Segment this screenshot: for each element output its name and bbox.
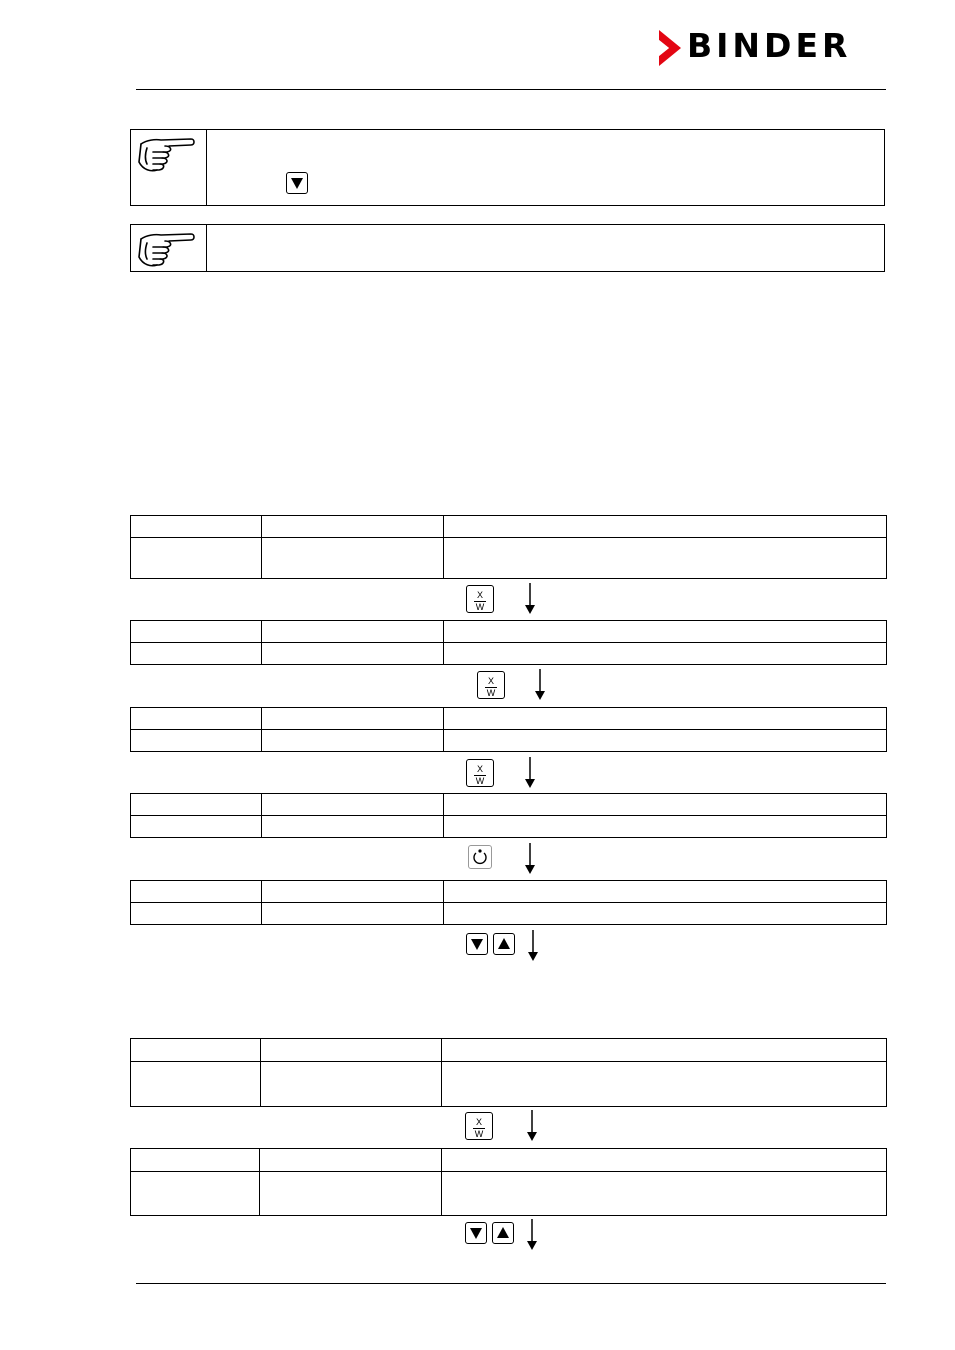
- xw-key-icon[interactable]: [466, 585, 494, 613]
- settings-table-6: [130, 1038, 887, 1107]
- pointing-hand-icon: [135, 229, 197, 271]
- table-row: [131, 516, 887, 538]
- flow-arrow-down-icon: [526, 1110, 538, 1142]
- note-text-1: [207, 130, 884, 205]
- xw-key-icon[interactable]: [466, 759, 494, 787]
- xw-key-w: W: [475, 602, 485, 612]
- flow-arrow-down-icon: [527, 930, 539, 962]
- note-text-2: [207, 225, 884, 271]
- reset-key-icon[interactable]: [468, 845, 492, 869]
- table-row: [131, 730, 887, 752]
- flow-arrow-down-icon: [524, 583, 536, 615]
- xw-key-x: X: [475, 1117, 482, 1127]
- flow-arrow-down-icon: [534, 669, 546, 701]
- xw-key-w: W: [474, 1129, 484, 1139]
- logo-mark-icon: [657, 30, 683, 66]
- xw-key-w: W: [486, 688, 496, 698]
- settings-table-1: [130, 515, 887, 579]
- up-arrow-key-icon[interactable]: [493, 933, 515, 955]
- table-row: [131, 643, 887, 665]
- brand-name: BINDER: [687, 26, 852, 65]
- settings-table-5: [130, 880, 887, 925]
- xw-key-icon[interactable]: [465, 1112, 493, 1140]
- brand-logo: [657, 26, 889, 66]
- xw-key-x: X: [487, 676, 494, 686]
- table-row: [131, 621, 887, 643]
- down-arrow-key-icon[interactable]: [465, 1222, 487, 1244]
- table-row: [131, 1062, 887, 1107]
- table-row: [131, 1172, 887, 1216]
- table-row: [131, 903, 887, 925]
- settings-table-3: [130, 707, 887, 752]
- xw-key-icon[interactable]: [477, 671, 505, 699]
- xw-key-x: X: [476, 764, 483, 774]
- note-box-1: [130, 129, 885, 206]
- down-arrow-key-icon[interactable]: [466, 933, 488, 955]
- settings-table-4: [130, 793, 887, 838]
- note-icon-cell: [131, 130, 207, 205]
- table-row: [131, 708, 887, 730]
- header-rule: [136, 89, 886, 90]
- flow-arrow-down-icon: [524, 757, 536, 789]
- table-row: [131, 881, 887, 903]
- table-row: [131, 794, 887, 816]
- note-icon-cell: [131, 225, 207, 271]
- table-row: [131, 816, 887, 838]
- settings-table-2: [130, 620, 887, 665]
- pointing-hand-icon: [135, 134, 197, 176]
- note-box-2: [130, 224, 885, 272]
- up-arrow-key-icon[interactable]: [492, 1222, 514, 1244]
- table-row: [131, 538, 887, 579]
- xw-key-x: X: [476, 590, 483, 600]
- table-row: [131, 1039, 887, 1062]
- settings-table-7: [130, 1148, 887, 1216]
- flow-arrow-down-icon: [524, 843, 536, 875]
- xw-key-w: W: [475, 776, 485, 786]
- flow-arrow-down-icon: [526, 1219, 538, 1251]
- footer-rule: [136, 1283, 886, 1284]
- table-row: [131, 1149, 887, 1172]
- down-arrow-key-icon[interactable]: [286, 172, 308, 194]
